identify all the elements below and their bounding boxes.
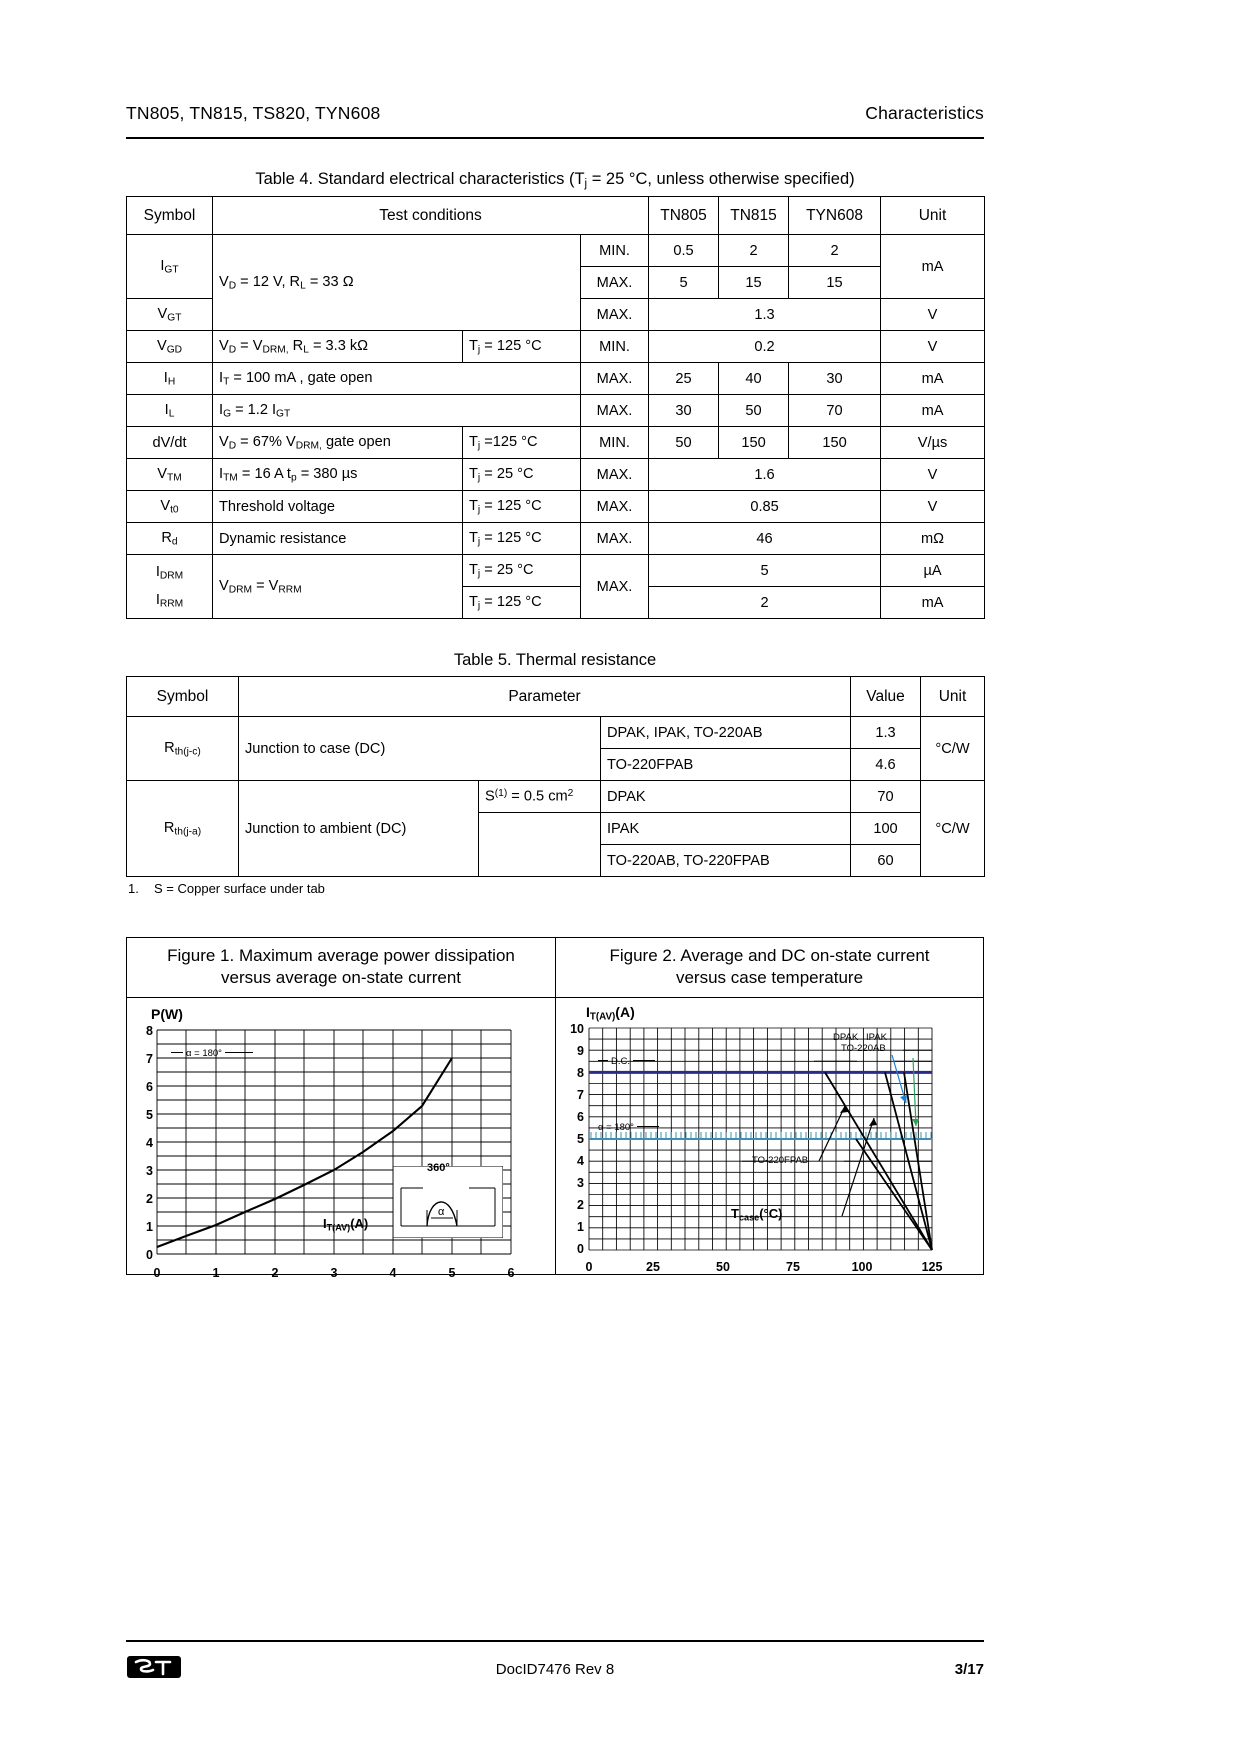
symbol-sub: th(j-c) bbox=[174, 746, 201, 758]
row-conditions-ih: $I_T = 100$ mA , gate open bbox=[213, 363, 581, 395]
row-limit: MAX. bbox=[581, 299, 649, 331]
symbol-sub: L bbox=[168, 408, 175, 420]
figure-2-dpak-label: DPAK bbox=[833, 1031, 859, 1043]
figure-2-title-line2: versus case temperature bbox=[675, 967, 864, 987]
symbol2-base: I bbox=[155, 591, 160, 608]
table-row bbox=[127, 235, 985, 267]
table5-col-symbol: Symbol bbox=[127, 677, 239, 717]
row-temp-25: $T_j = 25$ °C bbox=[463, 555, 581, 587]
table-row bbox=[127, 363, 985, 395]
row-conditions-igt: $V_D = 12$ V, $R_L = 33$ Ω bbox=[213, 235, 581, 331]
row-conditions-il: $I_G = 1.2$ $I_{GT}$ bbox=[213, 395, 581, 427]
figure-1-inset-label-360: 360° bbox=[427, 1161, 450, 1174]
x-tick: 3 bbox=[330, 1265, 338, 1280]
figure-2-panel bbox=[555, 937, 984, 1275]
row-parameter-jc: Junction to case (DC) bbox=[239, 717, 601, 781]
figure-1-conduction-angle-inset bbox=[393, 1166, 503, 1238]
value-tyn608: 15 bbox=[789, 267, 881, 299]
y-tick: 5 bbox=[146, 1107, 153, 1122]
symbol-sub: th(j-a) bbox=[174, 826, 202, 838]
symbol-sub: GT bbox=[167, 312, 182, 324]
figure-2-arrow-2 bbox=[842, 1118, 874, 1216]
y-tick: 8 bbox=[577, 1065, 584, 1080]
row-conditions-vgd: $V_D = V_{DRM,}$ $R_L = 3.3$ kΩ bbox=[213, 331, 463, 363]
x-tick: 25 bbox=[646, 1259, 660, 1274]
row-limit: MAX. bbox=[581, 267, 649, 299]
y-tick: 1 bbox=[146, 1219, 153, 1234]
figure-2-plot bbox=[556, 998, 983, 1274]
figure-1-y-axis-label: P(W) bbox=[151, 1005, 183, 1022]
table5-col-parameter: Parameter bbox=[239, 677, 851, 717]
package-label: TO-220AB, TO-220FPAB bbox=[601, 845, 851, 877]
row-conditions-vt0: Threshold voltage bbox=[213, 491, 463, 523]
figure-2-y-axis-label: $I_{T(AV)}(A)$ bbox=[586, 1003, 635, 1023]
value-tn815: 150 bbox=[719, 427, 789, 459]
value-tn815: 15 bbox=[719, 267, 789, 299]
row-limit: MAX. bbox=[581, 459, 649, 491]
y-tick: 9 bbox=[577, 1043, 584, 1058]
table5-header-row bbox=[127, 677, 985, 717]
symbol2-sub: RRM bbox=[159, 598, 184, 610]
row-limit: MAX. bbox=[581, 491, 649, 523]
table-row bbox=[127, 427, 985, 459]
footnote-1 bbox=[128, 881, 325, 896]
row-limit: MAX. bbox=[581, 555, 649, 619]
y-tick: 3 bbox=[577, 1175, 584, 1190]
row-unit: °C/W bbox=[921, 781, 985, 877]
x-tick: 125 bbox=[921, 1259, 943, 1274]
figure-2-arrow-ipak bbox=[913, 1058, 916, 1126]
symbol-base: V bbox=[160, 497, 171, 514]
symbol-base: I bbox=[164, 401, 169, 418]
footer-rule bbox=[126, 1640, 984, 1642]
row-temp-vt0: $T_j = 125$ °C bbox=[463, 491, 581, 523]
row-symbol-vtm bbox=[127, 459, 213, 491]
row-value-span: 0.2 bbox=[649, 331, 881, 363]
row-conditions-dvdt: $V_D = 67\%$ $V_{DRM,}$ gate open bbox=[213, 427, 463, 459]
package-value: 1.3 bbox=[851, 717, 921, 749]
value-tyn608: 2 bbox=[789, 235, 881, 267]
figure-1-alpha-annotation: α = 180° bbox=[171, 1048, 253, 1059]
figure-2-arrow-dpak bbox=[892, 1055, 906, 1103]
row-temp-vtm: $T_j = 25$ °C bbox=[463, 459, 581, 491]
x-tick: 50 bbox=[716, 1259, 730, 1274]
figure-2-alpha-annotation: α = 180° bbox=[598, 1122, 659, 1133]
standard-electrical-characteristics-table bbox=[126, 196, 985, 619]
package-value: 4.6 bbox=[851, 749, 921, 781]
value-tn805: 30 bbox=[649, 395, 719, 427]
package-label: DPAK, IPAK, TO-220AB bbox=[601, 717, 851, 749]
figure-2-alpha-hatch bbox=[591, 1132, 931, 1139]
figure-1-plot bbox=[127, 998, 555, 1280]
figure-2-title bbox=[556, 938, 983, 998]
value-tn805: 50 bbox=[649, 427, 719, 459]
table-row bbox=[127, 781, 985, 813]
row-parameter-ja: Junction to ambient (DC) bbox=[239, 781, 479, 877]
row-unit: µA bbox=[881, 555, 985, 587]
row-symbol-rd bbox=[127, 523, 213, 555]
row-unit: mA bbox=[881, 395, 985, 427]
row-value-span: 2 bbox=[649, 587, 881, 619]
table-row bbox=[127, 459, 985, 491]
row-unit: mA bbox=[881, 587, 985, 619]
row-value-span: 5 bbox=[649, 555, 881, 587]
row-conditions-vtm: $I_{TM} = 16$ A $t_p = 380$ µs bbox=[213, 459, 463, 491]
x-tick: 75 bbox=[786, 1259, 800, 1274]
table4-col-test-conditions: Test conditions bbox=[213, 197, 649, 235]
row-temp-vgd: $T_j = 125$ °C bbox=[463, 331, 581, 363]
value-tyn608: 30 bbox=[789, 363, 881, 395]
y-tick: 2 bbox=[577, 1197, 584, 1212]
value-tyn608: 70 bbox=[789, 395, 881, 427]
symbol-base: R bbox=[163, 819, 175, 836]
page-header bbox=[126, 103, 984, 124]
row-limit: MAX. bbox=[581, 523, 649, 555]
row-temp-125: $T_j = 125$ °C bbox=[463, 587, 581, 619]
value-tn805: 5 bbox=[649, 267, 719, 299]
row-temp-dvdt: $T_j =125$ °C bbox=[463, 427, 581, 459]
row-conditions-rd: Dynamic resistance bbox=[213, 523, 463, 555]
footnote-text: S = Copper surface under tab bbox=[154, 881, 325, 896]
row-temp-rd: $T_j = 125$ °C bbox=[463, 523, 581, 555]
y-tick: 6 bbox=[146, 1079, 153, 1094]
figure-2-dc-annotation: D.C. bbox=[598, 1056, 655, 1067]
header-section-title: Characteristics bbox=[865, 103, 984, 123]
row-unit: mΩ bbox=[881, 523, 985, 555]
symbol-base: I bbox=[160, 257, 165, 274]
value-tn805: 25 bbox=[649, 363, 719, 395]
symbol-sub: DRM bbox=[159, 570, 184, 582]
row-symbol-il bbox=[127, 395, 213, 427]
row-symbol-ih bbox=[127, 363, 213, 395]
y-tick: 0 bbox=[577, 1241, 584, 1256]
y-tick: 3 bbox=[146, 1163, 153, 1178]
row-limit: MIN. bbox=[581, 235, 649, 267]
row-surface-condition-filler bbox=[479, 845, 601, 877]
table4-caption-sub: j bbox=[584, 178, 588, 190]
symbol-sub: GD bbox=[166, 344, 183, 356]
value-tn815: 2 bbox=[719, 235, 789, 267]
value-tn815: 40 bbox=[719, 363, 789, 395]
x-tick: 5 bbox=[448, 1265, 456, 1280]
row-unit: V bbox=[881, 331, 985, 363]
symbol-sub: GT bbox=[164, 264, 179, 276]
x-tick: 4 bbox=[389, 1265, 397, 1280]
row-symbol-rth-ja bbox=[127, 781, 239, 877]
row-symbol-igt bbox=[127, 235, 213, 299]
row-unit: V bbox=[881, 459, 985, 491]
package-label: DPAK bbox=[601, 781, 851, 813]
row-symbol-dvdt: dV/dt bbox=[127, 427, 213, 459]
y-tick: 1 bbox=[577, 1219, 584, 1234]
package-value: 100 bbox=[851, 813, 921, 845]
x-tick: 2 bbox=[271, 1265, 279, 1280]
figure-1-title-line2: versus average on-state current bbox=[220, 967, 461, 987]
symbol-base: V bbox=[157, 305, 168, 322]
symbol-base: V bbox=[157, 465, 167, 482]
row-symbol-vt0 bbox=[127, 491, 213, 523]
row-symbol-idrm-irrm bbox=[127, 555, 213, 619]
table4-caption bbox=[126, 170, 984, 190]
row-unit: V bbox=[881, 491, 985, 523]
table5-col-value: Value bbox=[851, 677, 921, 717]
y-tick: 10 bbox=[570, 1021, 584, 1036]
y-tick: 0 bbox=[146, 1247, 153, 1262]
table4-col-tn805: TN805 bbox=[649, 197, 719, 235]
row-value-span: 0.85 bbox=[649, 491, 881, 523]
figure-1-x-axis-label: $I_{T(AV)}(A)$ bbox=[323, 1215, 369, 1232]
symbol-base: I bbox=[155, 563, 160, 580]
symbol-base: R bbox=[164, 739, 175, 756]
package-value: 60 bbox=[851, 845, 921, 877]
table-row bbox=[127, 331, 985, 363]
footer-page-number: 3/17 bbox=[954, 1660, 984, 1678]
package-value: 70 bbox=[851, 781, 921, 813]
page-footer bbox=[126, 1650, 984, 1688]
row-unit: V bbox=[881, 299, 985, 331]
row-surface-condition: $S^{(1)} = 0.5$ $cm^2$ bbox=[479, 781, 601, 813]
footer-doc-id: DocID7476 Rev 8 bbox=[495, 1660, 615, 1678]
y-tick: 4 bbox=[577, 1153, 584, 1168]
symbol-sub: H bbox=[167, 376, 176, 388]
package-label: TO-220FPAB bbox=[601, 749, 851, 781]
symbol-base: V bbox=[156, 337, 167, 354]
table4-caption-pre: Table 4. Standard electrical characteristics (T bbox=[255, 170, 585, 188]
y-tick: 8 bbox=[146, 1023, 153, 1038]
figure-2-ipak-label: IPAK bbox=[866, 1031, 887, 1043]
row-unit: mA bbox=[881, 235, 985, 299]
y-tick: 2 bbox=[146, 1191, 153, 1206]
value-tn815: 50 bbox=[719, 395, 789, 427]
table-row bbox=[127, 555, 985, 587]
figure-2-svg bbox=[556, 998, 985, 1270]
table-row bbox=[127, 395, 985, 427]
table5-col-unit: Unit bbox=[921, 677, 985, 717]
row-limit: MAX. bbox=[581, 363, 649, 395]
figure-2-to220fpab-label: TO-220FPAB bbox=[752, 1154, 809, 1166]
table4-header-row bbox=[127, 197, 985, 235]
value-tyn608: 150 bbox=[789, 427, 881, 459]
x-tick: 6 bbox=[507, 1265, 515, 1280]
figure-1-title-line1: Figure 1. Maximum average power dissipation bbox=[167, 946, 515, 965]
value-tn805: 0.5 bbox=[649, 235, 719, 267]
package-label: IPAK bbox=[601, 813, 851, 845]
row-surface-condition-filler bbox=[479, 813, 601, 845]
y-tick: 4 bbox=[146, 1135, 153, 1150]
header-part-numbers: TN805, TN815, TS820, TYN608 bbox=[126, 103, 381, 123]
figure-2-title-line1: Figure 2. Average and DC on-state current bbox=[609, 946, 930, 965]
symbol-sub: d bbox=[171, 536, 178, 548]
table-row bbox=[127, 491, 985, 523]
y-tick: 6 bbox=[577, 1109, 584, 1124]
table4-col-symbol: Symbol bbox=[127, 197, 213, 235]
x-tick: 0 bbox=[585, 1259, 593, 1274]
row-symbol-rth-jc bbox=[127, 717, 239, 781]
row-symbol-vgd bbox=[127, 331, 213, 363]
footnote-number: 1. bbox=[128, 881, 139, 896]
table4-col-tyn608: TYN608 bbox=[789, 197, 881, 235]
figure-1-inset-label-alpha: α bbox=[438, 1205, 445, 1218]
table-row bbox=[127, 523, 985, 555]
row-unit: V/µs bbox=[881, 427, 985, 459]
row-value-span: 46 bbox=[649, 523, 881, 555]
figure-2-to220ab-label: TO-220AB bbox=[841, 1042, 886, 1054]
row-unit: °C/W bbox=[921, 717, 985, 781]
y-tick: 5 bbox=[577, 1131, 584, 1146]
table-row bbox=[127, 717, 985, 749]
row-limit: MAX. bbox=[581, 395, 649, 427]
row-conditions-idrm: $V_{DRM} = V_{RRM}$ bbox=[213, 555, 463, 619]
y-tick: 7 bbox=[146, 1051, 153, 1066]
row-symbol-vgt bbox=[127, 299, 213, 331]
thermal-resistance-table bbox=[126, 676, 985, 877]
table4-col-tn815: TN815 bbox=[719, 197, 789, 235]
symbol-base: I bbox=[163, 369, 168, 386]
table4-caption-post: = 25 °C, unless otherwise specified) bbox=[587, 170, 855, 188]
row-limit: MIN. bbox=[581, 427, 649, 459]
figure-2-x-axis-label: $T_{case}(^\circ C)$ bbox=[731, 1205, 783, 1222]
header-rule bbox=[126, 137, 984, 139]
figure-2-arrowhead-dpak bbox=[900, 1095, 907, 1103]
symbol-sub: t0 bbox=[170, 504, 179, 516]
row-limit: MIN. bbox=[581, 331, 649, 363]
row-value-span: 1.6 bbox=[649, 459, 881, 491]
symbol-base: R bbox=[161, 529, 172, 546]
figure-1-panel bbox=[126, 937, 556, 1280]
x-tick: 100 bbox=[851, 1259, 873, 1274]
table5-caption: Table 5. Thermal resistance bbox=[453, 651, 657, 669]
x-tick: 1 bbox=[212, 1265, 220, 1280]
y-tick: 7 bbox=[577, 1087, 584, 1102]
figure-1-title bbox=[127, 938, 555, 998]
table4-col-unit: Unit bbox=[881, 197, 985, 235]
row-value-span: 1.3 bbox=[649, 299, 881, 331]
x-tick: 0 bbox=[153, 1265, 161, 1280]
symbol-sub: TM bbox=[166, 472, 182, 484]
row-unit: mA bbox=[881, 363, 985, 395]
